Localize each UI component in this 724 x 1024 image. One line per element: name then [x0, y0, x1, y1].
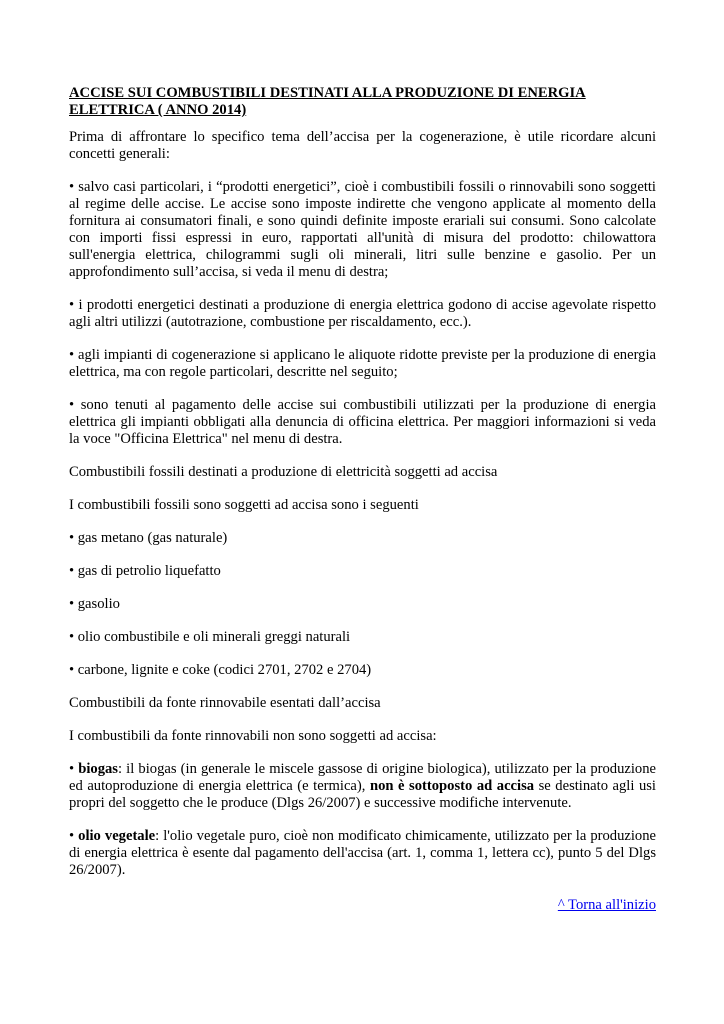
- biogas-paragraph: [69, 761, 656, 812]
- olio-vegetale-bullet: •: [69, 828, 79, 844]
- fossil-intro: I combustibili fossili sono soggetti ad accisa sono i seguenti: [69, 497, 419, 513]
- general-point-1: • salvo casi particolari, i “prodotti energetici”, cioè i combustibili fossili o rinnovabili sono soggetti al regime delle accise. Le accise sono imposte indirette che vengono applicate al momento della fornitura ai consumatori finali, e sono quindi definite imposte erariali sui consumi. Sono calcolate con importi fissi espressi in euro, rapportati all'unità di misura del prodotto: chilowattora sull'energia elettrica, chilogrammi sugli oli minerali, litri sulle benzine e gasolio. Per un approfondimento sull’accisa, si veda il menu di destra;: [69, 179, 656, 280]
- olio-vegetale-text: : l'olio vegetale puro, cioè non modificato chimicamente, utilizzato per la produzione di energia elettrica è esente dal pagamento dell'accisa (art. 1, comma 1, lettera cc), punto 5 del Dlgs 26/2007).: [69, 828, 656, 878]
- olio-vegetale-term: olio vegetale: [78, 828, 156, 844]
- olio-vegetale-paragraph: [69, 828, 656, 879]
- intro-paragraph: Prima di affrontare lo specifico tema dell’accisa per la cogenerazione, è utile ricordare alcuni concetti generali:: [69, 129, 656, 162]
- back-to-top-link[interactable]: ^ Torna all'inizio: [557, 897, 656, 913]
- biogas-term: biogas: [78, 761, 118, 777]
- biogas-emphasis: non è sottoposto ad accisa: [369, 778, 535, 794]
- back-to-top-row: [69, 897, 656, 914]
- fossil-item-olio-combustibile: • olio combustibile e oli minerali greggi naturali: [69, 629, 351, 645]
- biogas-text-after: se destinato agli usi propri del soggetto che le produce (Dlgs 26/2007) e successive modifiche intervenute.: [69, 778, 656, 811]
- document-title: ACCISE SUI COMBUSTIBILI DESTINATI ALLA PRODUZIONE DI ENERGIA ELETTRICA ( ANNO 2014): [69, 85, 586, 118]
- fossil-item-gasolio: • gasolio: [69, 596, 120, 612]
- fossil-heading: Combustibili fossili destinati a produzione di elettricità soggetti ad accisa: [69, 464, 498, 480]
- renewable-intro: I combustibili da fonte rinnovabili non sono soggetti ad accisa:: [69, 728, 437, 744]
- renewable-heading: Combustibili da fonte rinnovabile esentati dall’accisa: [69, 695, 381, 711]
- document-page: [69, 85, 656, 914]
- fossil-item-carbone: • carbone, lignite e coke (codici 2701, 2702 e 2704): [69, 662, 372, 678]
- general-point-4: • sono tenuti al pagamento delle accise sui combustibili utilizzati per la produzione di energia elettrica gli impianti obbligati alla denuncia di officina elettrica. Per maggiori informazioni si veda la voce "Officina Elettrica" nel menu di destra.: [69, 397, 656, 447]
- general-point-2: • i prodotti energetici destinati a produzione di energia elettrica godono di accise agevolate rispetto agli altri utilizzi (autotrazione, combustione per riscaldamento, ecc.).: [69, 297, 656, 330]
- general-point-3: • agli impianti di cogenerazione si applicano le aliquote ridotte previste per la produzione di energia elettrica, ma con regole particolari, descritte nel seguito;: [69, 347, 656, 380]
- fossil-item-gas-metano: • gas metano (gas naturale): [69, 530, 228, 546]
- fossil-item-gpl: • gas di petrolio liquefatto: [69, 563, 221, 579]
- biogas-text-before: : il biogas (in generale le miscele gassose di origine biologica), utilizzato per la produzione ed autoproduzione di energia elettrica (e termica),: [69, 761, 656, 794]
- biogas-bullet: •: [69, 761, 79, 777]
